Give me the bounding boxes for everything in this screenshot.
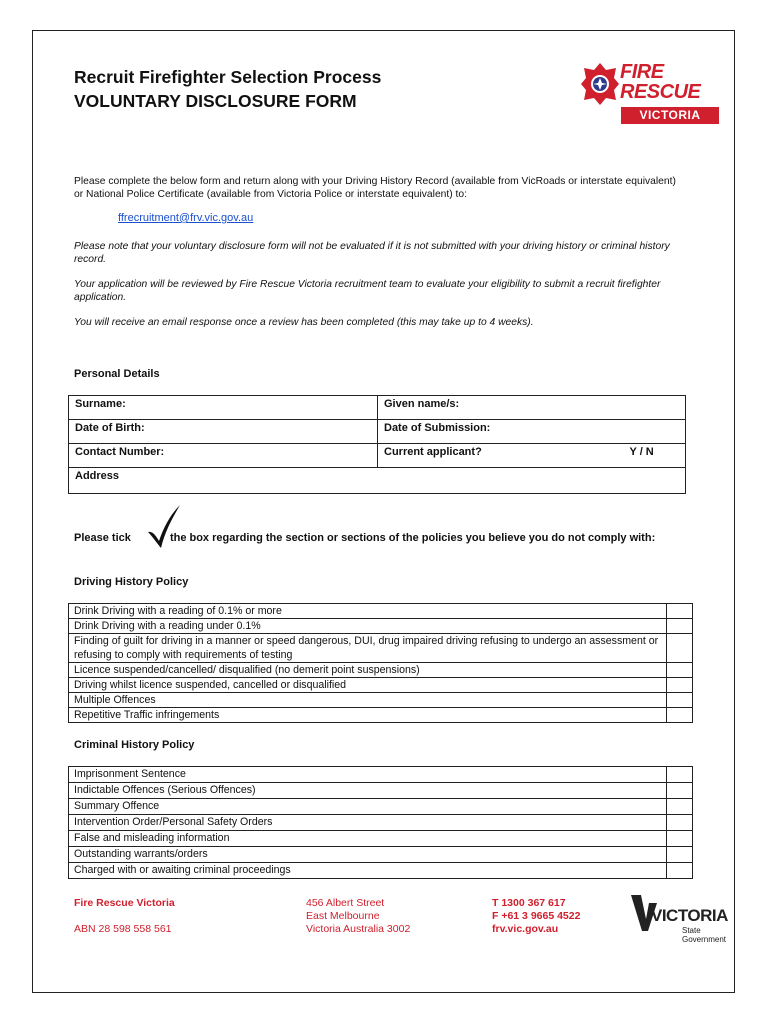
surname-label: Surname: [75,398,126,410]
dob-field[interactable] [69,420,378,444]
footer-contact [492,897,580,936]
table-row [69,783,693,799]
footer-address-line3: Victoria Australia 3002 [306,923,411,935]
victoria-state-government-logo [631,893,729,945]
tick-box[interactable] [667,815,693,831]
logo-victoria-band: VICTORIA [621,107,719,124]
contact-number-label: Contact Number: [75,446,165,458]
tick-box[interactable] [667,863,693,879]
table-row [69,604,693,619]
given-names-field[interactable] [378,396,686,420]
footer-address-line1: 456 Albert Street [306,897,385,909]
criminal-history-heading: Criminal History Policy [74,739,195,751]
tick-box[interactable] [667,708,693,723]
footer-abn: ABN 28 598 558 561 [74,923,172,935]
tick-instruction [74,532,674,545]
criminal-policy-item: Outstanding warrants/orders [69,847,667,863]
table-row [69,831,693,847]
given-names-label: Given name/s: [384,398,460,410]
tick-box[interactable] [667,663,693,678]
personal-details-heading: Personal Details [74,368,160,380]
note-review: Your application will be reviewed by Fire Rescue Victoria recruitment team to evaluate your eligibility to submit a recruit firefighter application. [74,279,661,303]
intro-instructions: Please complete the below form and return along with your Driving History Record (available from VicRoads or interstate equivalent) or National Police Certificate (available from Victoria Police or interstate equivalent) to: [74,176,676,200]
tick-box[interactable] [667,693,693,708]
personal-details-table [68,395,686,494]
driving-history-table [68,603,693,723]
logo-rescue-text: RESCUE [620,81,701,103]
tick-box[interactable] [667,604,693,619]
criminal-policy-item: Charged with or awaiting criminal proceedings [69,863,667,879]
tick-box[interactable] [667,678,693,693]
contact-number-field[interactable] [69,444,378,468]
yes-no-option[interactable]: Y / N [629,446,654,458]
table-row [69,634,693,663]
fire-rescue-victoria-logo [580,62,722,128]
government-text: Government [682,935,727,944]
tick-box[interactable] [667,831,693,847]
criminal-policy-item: Indictable Offences (Serious Offences) [69,783,667,799]
footer-phone: T 1300 367 617 [492,897,566,909]
driving-policy-item: Repetitive Traffic infringements [69,708,667,723]
criminal-policy-item: Imprisonment Sentence [69,767,667,783]
surname-field[interactable] [69,396,378,420]
current-applicant-field[interactable] [378,444,686,468]
dob-label: Date of Birth: [75,422,145,434]
table-row [69,799,693,815]
table-row [69,678,693,693]
table-row [69,863,693,879]
tick-instruction-rest: the box regarding the section or sections of the policies you believe you do not comply with: [169,532,656,544]
address-field[interactable] [69,468,686,494]
form-subtitle: VOLUNTARY DISCLOSURE FORM [74,91,357,111]
driving-policy-item: Drink Driving with a reading of 0.1% or more [69,604,667,619]
criminal-policy-item: Intervention Order/Personal Safety Orders [69,815,667,831]
current-applicant-label: Current applicant? [384,446,482,458]
form-title: Recruit Firefighter Selection Process [74,67,382,87]
table-row [69,767,693,783]
footer-address [306,897,410,936]
table-row [69,708,693,723]
state-government-text [682,926,726,944]
email-link[interactable]: ffrecruitment@frv.vic.gov.au [118,212,254,224]
driving-policy-item: Driving whilst licence suspended, cancelled or disqualified [69,678,667,693]
driving-history-heading: Driving History Policy [74,576,189,588]
victoria-logo-word: VICTORIA [651,906,728,925]
logo-fire-text: FIRE [620,61,664,83]
submission-date-label: Date of Submission: [384,422,491,434]
address-label: Address [75,470,120,482]
fire-rescue-emblem-icon [580,62,620,106]
criminal-policy-item: Summary Offence [69,799,667,815]
note-response: You will receive an email response once a review has been completed (this may take up to 4 weeks). [74,317,534,328]
table-row [69,847,693,863]
tick-box[interactable] [667,799,693,815]
table-row [69,815,693,831]
submission-date-field[interactable] [378,420,686,444]
note-evaluation: Please note that your voluntary disclosure form will not be evaluated if it is not submitted with your driving history or criminal history record. [74,241,670,265]
table-row [69,663,693,678]
footer-website[interactable]: frv.vic.gov.au [492,923,559,935]
tick-instruction-start: Please tick [74,532,131,544]
driving-policy-item: Licence suspended/cancelled/ disqualified (no demerit point suspensions) [69,663,667,678]
tick-box[interactable] [667,783,693,799]
state-text: State [682,926,701,935]
tick-box[interactable] [667,767,693,783]
driving-policy-item: Finding of guilt for driving in a manner or speed dangerous, DUI, drug impaired driving refusing to undergo an assessment or refusing to comply with requirements of testing [69,634,667,663]
criminal-history-table [68,766,693,879]
driving-policy-item: Multiple Offences [69,693,667,708]
tick-box[interactable] [667,619,693,634]
driving-policy-item: Drink Driving with a reading under 0.1% [69,619,667,634]
footer-fax: F +61 3 9665 4522 [492,910,581,922]
footer-org-name: Fire Rescue Victoria [74,897,175,909]
table-row [69,693,693,708]
criminal-policy-item: False and misleading information [69,831,667,847]
tick-box[interactable] [667,847,693,863]
table-row [69,619,693,634]
tick-box[interactable] [667,634,693,663]
footer-address-line2: East Melbourne [306,910,380,922]
